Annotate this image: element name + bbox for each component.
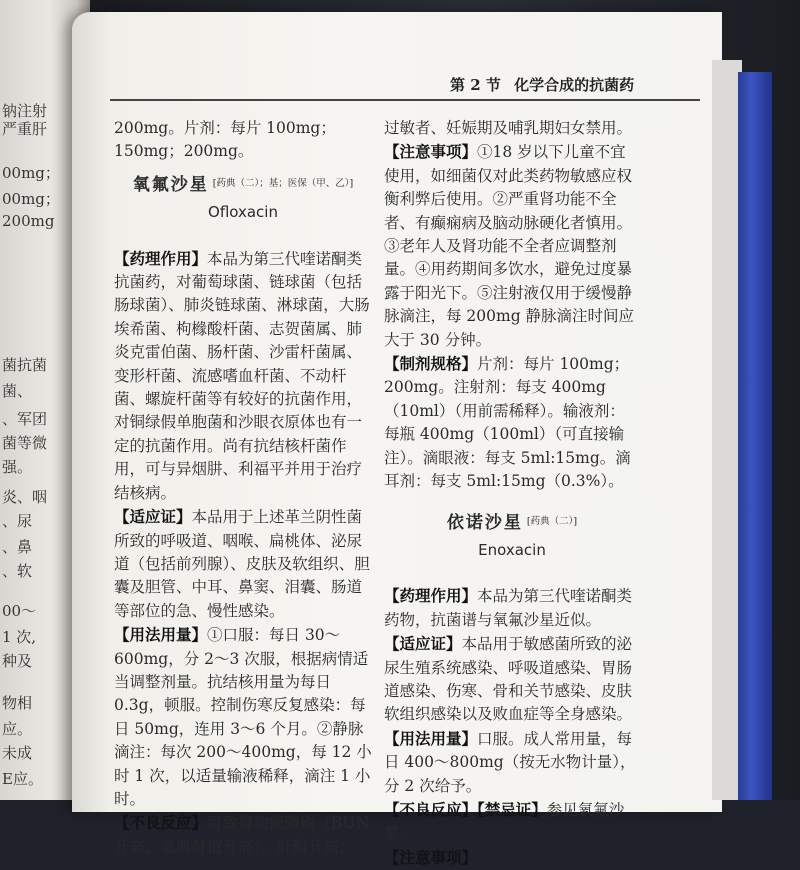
section-tag: 【注意事项】 <box>384 847 478 867</box>
left-page-fragment: 严重肝 <box>2 120 48 138</box>
drug-name-cn: 依诺沙星 <box>446 512 523 533</box>
left-page-fragment: 200mg <box>2 212 55 230</box>
drug-title-enoxacin <box>384 510 640 535</box>
left-column <box>114 117 372 859</box>
section-title: 化学合成的抗菌药 <box>514 76 635 94</box>
section-tag: 【药理作用】 <box>384 586 478 606</box>
adverse-section-2 <box>384 798 640 846</box>
left-page-fragment: 种及 <box>2 652 33 670</box>
left-page-fragment: 、军团 <box>2 410 48 428</box>
left-page-fragment: 菌等微 <box>2 434 48 452</box>
contraindication-continued: 过敏者、妊娠期及哺乳期妇女禁用。 <box>384 119 633 137</box>
section-tag: 【禁忌证】 <box>477 799 547 819</box>
right-column <box>384 117 640 870</box>
left-page-fragment: 、软 <box>2 562 33 580</box>
left-page-fragment: 00mg； <box>2 164 60 182</box>
left-page-fragment: E应。 <box>2 770 43 788</box>
left-page-fragment: 强。 <box>2 458 33 476</box>
section-tag: 【不良反应】 <box>114 813 208 833</box>
header-rule <box>110 99 700 101</box>
left-page-fragment: 、鼻 <box>2 538 33 556</box>
left-page-fragment: 物相 <box>2 694 33 712</box>
left-page-fragment: 00～ <box>2 602 37 620</box>
left-page-fragment: 菌、 <box>2 382 33 400</box>
section-tag: 【药理作用】 <box>114 248 208 268</box>
left-page-fragment: 、尿 <box>2 512 33 530</box>
indication-section <box>114 505 372 623</box>
section-text: 本品用于上述革兰阴性菌所致的呼吸道、咽喉、扁桃体、泌尿道（包括前列腺）、皮肤及软组织、胆囊及胆管、中耳、鼻窦、泪囊、肠道等部位的急、慢性感染。 <box>114 508 370 620</box>
indication-section-2 <box>384 632 640 727</box>
dosage-section-2 <box>384 727 640 798</box>
section-tag: 【用法用量】 <box>114 625 208 645</box>
drug-pharmacopoeia-note: [药典（二）] <box>526 515 578 527</box>
section-tag: 【适应证】 <box>114 507 192 527</box>
book-cover-edge <box>738 72 772 800</box>
section-text: 可致肾功能障碍（BUN 升高、血肌酐值升高），肝酶升高、 <box>114 814 370 856</box>
section-text: ①18 岁以下儿童不宜使用，如细菌仅对此类药物敏感应权衡利弊后使用。②严重肾功能不全者、有癫痫病及脑动脉硬化者慎用。③老年人及肾功能不全者应调整剂量。④用药期间多饮水，避免过度暴露于阳光下。⑤注射液仅用于缓慢静脉滴注，每 200mg 静脉滴注时间应大于 30 分钟。 <box>384 143 635 349</box>
caution-section-2 <box>384 846 640 870</box>
section-text: 本品为第三代喹诺酮类药物，抗菌谱与氧氟沙星近似。 <box>384 587 633 629</box>
intro-text: 200mg。片剂：每片 100mg；150mg；200mg。 <box>114 119 336 161</box>
left-page-fragment: 00mg； <box>2 190 60 208</box>
section-text: 片剂：每片 100mg；200mg。注射剂：每支 400mg（10ml）（用前需稀释）。输液剂：每瓶 400mg（100ml）（可直接输注）。滴眼液：每支 5ml:15mg。滴耳剂：每支 5ml:15mg（0.3%）。 <box>384 355 631 491</box>
left-page-fragment: 应。 <box>2 720 33 738</box>
section-text: 口服。成人常用量，每日 400～800mg（按无水物计量），分 2 次给予。 <box>384 729 636 795</box>
left-page-fragment: 钠注射 <box>2 102 48 120</box>
section-tag: 【制剂规格】 <box>384 354 478 374</box>
specification-section <box>384 352 640 493</box>
left-page-fragment: 未成 <box>2 744 33 762</box>
running-header <box>450 74 634 95</box>
section-tag: 【不良反应】 <box>384 799 478 819</box>
drug-name-cn: 氧氟沙星 <box>132 174 209 195</box>
section-tag: 【注意事项】 <box>384 142 478 162</box>
caution-section <box>384 140 640 352</box>
drug-name-en: Enoxacin <box>478 540 546 559</box>
dosage-section <box>114 623 372 811</box>
section-number: 第 2 节 <box>450 76 501 94</box>
section-text: 参见氧氟沙星。 <box>384 800 625 843</box>
drug-name-en: Ofloxacin <box>208 203 278 222</box>
drug-title-ofloxacin <box>114 172 372 197</box>
section-tag: 【用法用量】 <box>384 728 478 748</box>
left-page-fragment: 菌抗菌 <box>2 356 48 374</box>
drug-pharmacopoeia-note: [药典（二）；基；医保（甲、乙）] <box>212 177 354 189</box>
left-page-fragment: 1 次, <box>2 628 37 646</box>
section-text: 本品为第三代喹诺酮类抗菌药，对葡萄球菌、链球菌（包括肠球菌）、肺炎链球菌、淋球菌，大肠埃希菌、枸橼酸杆菌、志贺菌属、肺炎克雷伯菌、肠杆菌、沙雷杆菌属、变形杆菌、流感嗜血杆菌、不动杆菌、螺旋杆菌等有较好的抗菌作用，对铜绿假单胞菌和沙眼衣原体也有一定的抗菌作用。尚有抗结核杆菌作用，可与异烟肼、利福平并用于治疗结核病。 <box>114 249 370 502</box>
section-text: ①口服：每日 30～600mg，分 2～3 次服，根据病情适当调整剂量。抗结核用量为每日 0.3g，顿服。控制伤寒反复感染：每日 50mg，连用 3～6 个月。②静脉滴注：每次 200～400mg，每 12 小时 1 次，以适量输液稀释，滴注 1 小时。 <box>114 626 372 808</box>
section-text: 本品用于敏感菌所致的泌尿生殖系统感染、呼吸道感染、胃肠道感染、伤寒、骨和关节感染、皮肤软组织感染以及败血症等全身感染。 <box>384 635 633 724</box>
adverse-section <box>114 811 372 859</box>
pharmacology-section <box>114 247 372 505</box>
left-page-fragment: 炎、咽 <box>2 488 48 506</box>
pharmacology-section-2 <box>384 584 640 632</box>
section-tag: 【适应证】 <box>384 634 462 654</box>
